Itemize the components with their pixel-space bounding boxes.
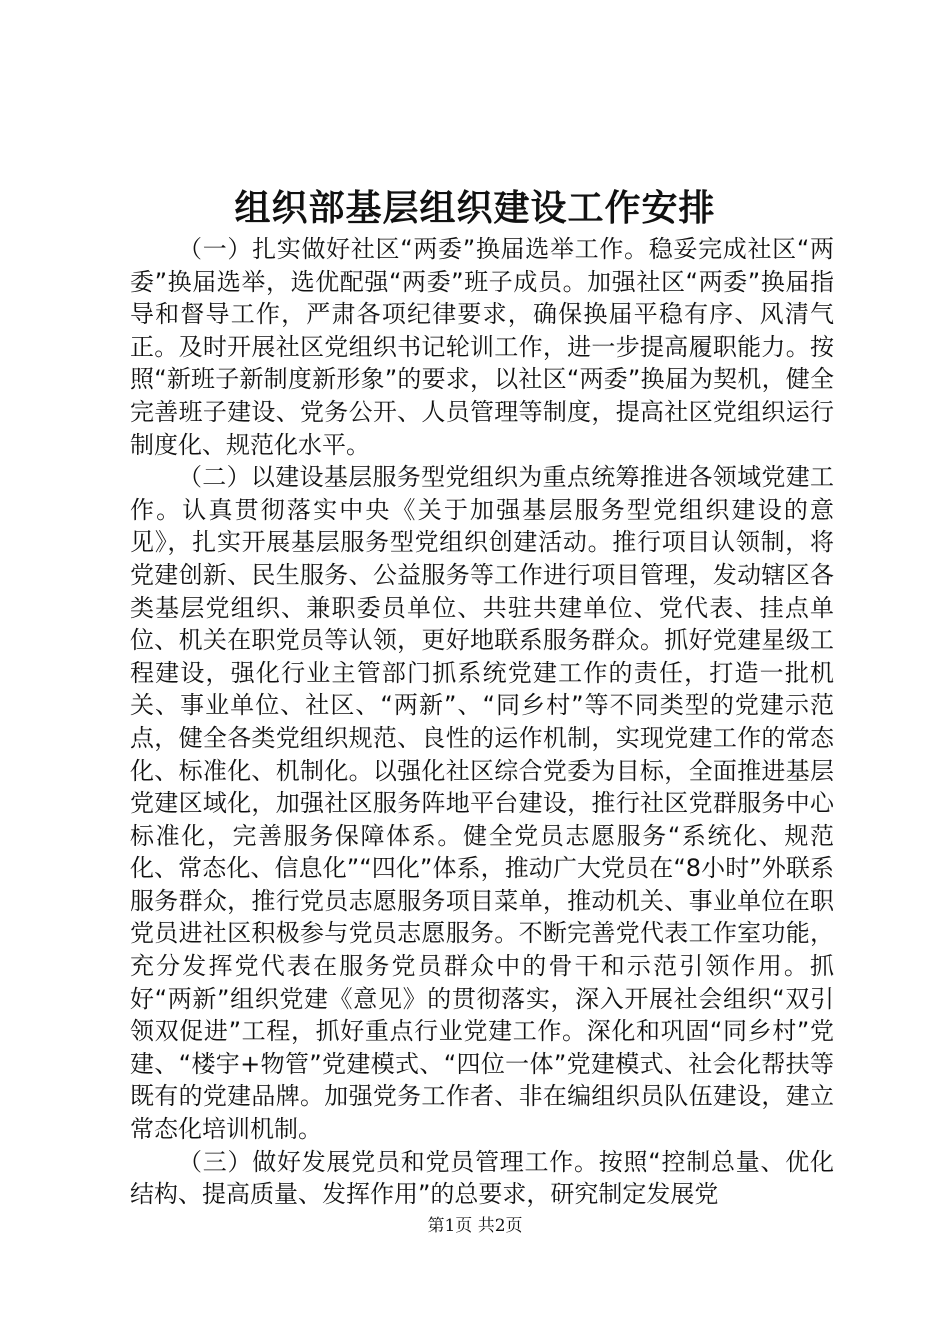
paragraph-1: （一）扎实做好社区“两委”换届选举工作。稳妥完成社区“两委”换届选举，选优配强“两委”班子成员。加强社区“两委”换届指导和督导工作，严肃各项纪律要求，确保换届平稳有序、风清气正。及时开展社区党组织书记轮训工作，进一步提高履职能力。按照“新班子新制度新形象”的要求，以社区“两委”换届为契机，健全完善班子建设、党务公开、人员管理等制度，提高社区党组织运行制度化、规范化水平。	[130, 235, 834, 459]
paragraph-3: （三）做好发展党员和党员管理工作。按照“控制总量、优化结构、提高质量、发挥作用”的总要求，研究制定发展党	[130, 1147, 834, 1209]
page-number-footer: 第1页 共2页	[427, 1216, 523, 1236]
paragraph-2: （二）以建设基层服务型党组织为重点统筹推进各领域党建工作。认真贯彻落实中央《关于加强基层服务型党组织建设的意见》，扎实开展基层服务型党组织创建活动。推行项目认领制，将党建创新、民生服务、公益服务等工作进行项目管理，发动辖区各类基层党组织、兼职委员单位、共驻共建单位、党代表、挂点单位、机关在职党员等认领，更好地联系服务群众。抓好党建星级工程建设，强化行业主管部门抓系统党建工作的责任，打造一批机关、事业单位、社区、“两新”、“同乡村”等不同类型的党建示范点，健全各类党组织规范、良性的运作机制，实现党建工作的常态化、标准化、机制化。以强化社区综合党委为目标，全面推进基层党建区域化，加强社区服务阵地平台建设，推行社区党群服务中心标准化，完善服务保障体系。健全党员志愿服务“系统化、规范化、常态化、信息化”“四化”体系，推动广大党员在“8小时”外联系服务群众，推行党员志愿服务项目菜单，推动机关、事业单位在职党员进社区积极参与党员志愿服务。不断完善党代表工作室功能，充分发挥党代表在服务党员群众中的骨干和示范引领作用。抓好“两新”组织党建《意见》的贯彻落实，深入开展社会组织“双引领双促进”工程，抓好重点行业党建工作。深化和巩固“同乡村”党建、“楼宇+物管”党建模式、“四位一体”党建模式、社会化帮扶等既有的党建品牌。加强党务工作者、非在编组织员队伍建设，建立常态化培训机制。	[130, 463, 834, 1144]
document-title: 组织部基层组织建设工作安排	[234, 187, 716, 229]
document-body	[130, 233, 834, 1211]
